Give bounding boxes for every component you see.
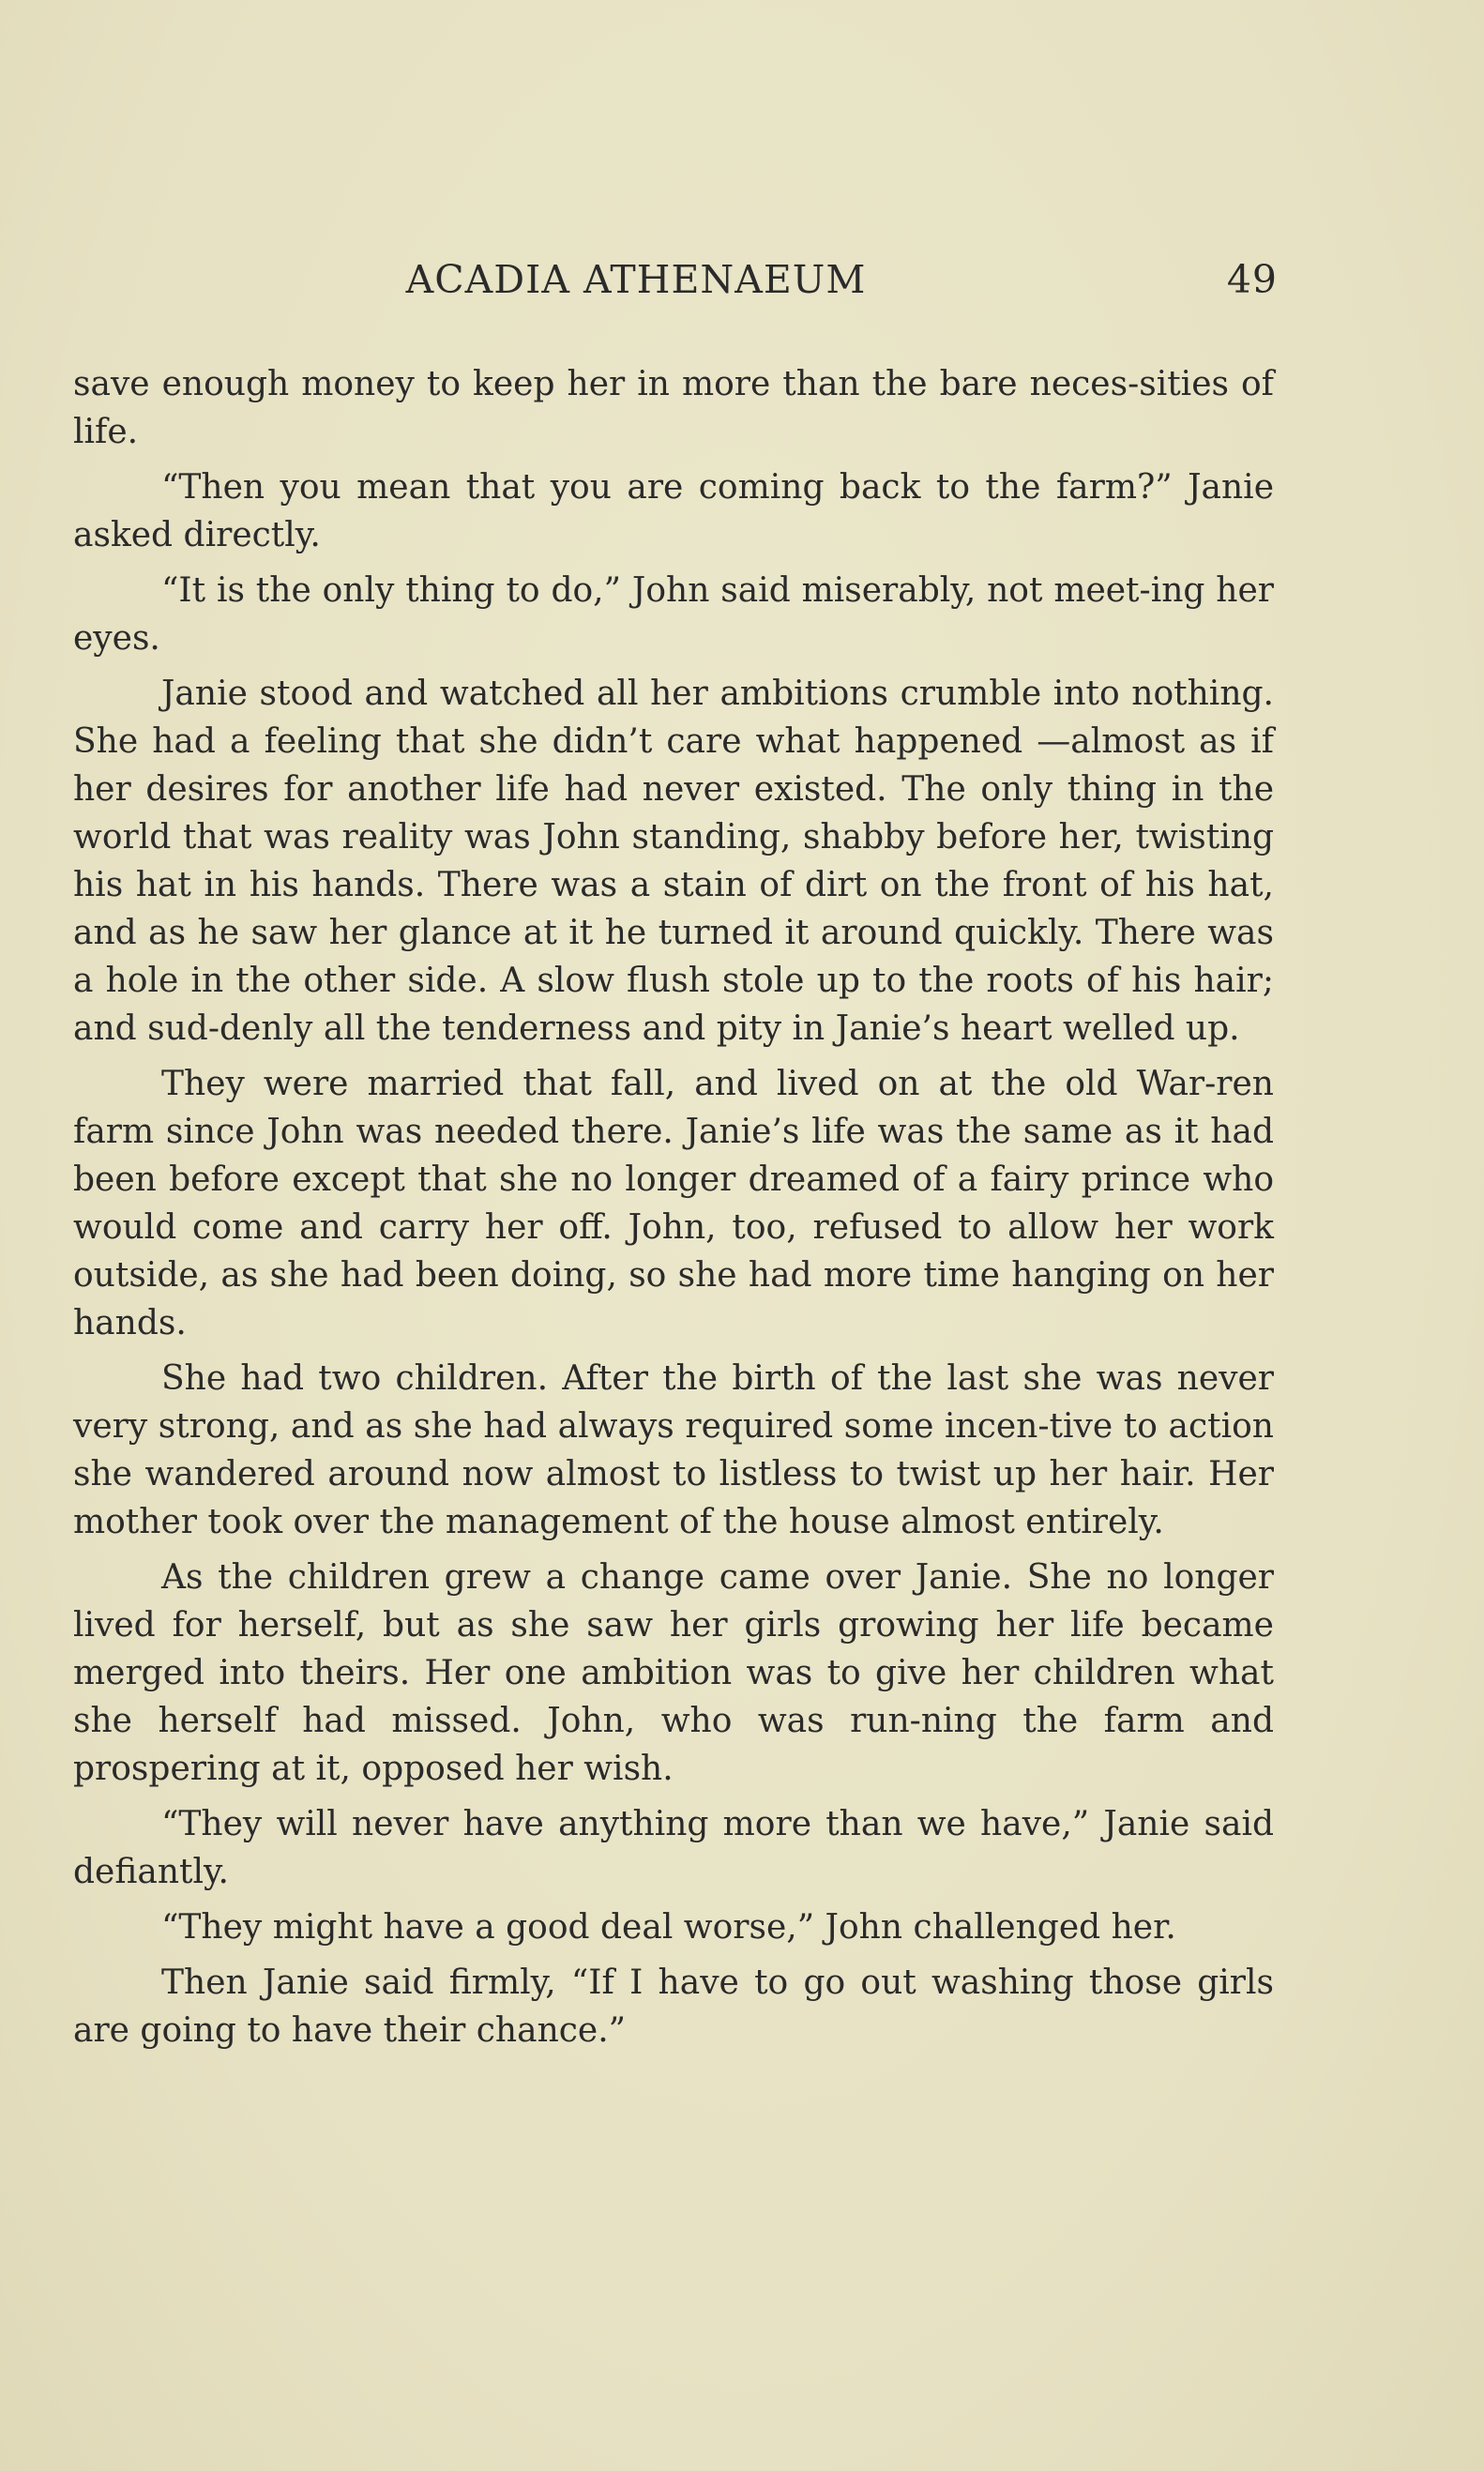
- paragraph: save enough money to keep her in more than the bare neces-sities of life.: [73, 365, 1274, 451]
- paragraph: She had two children. After the birth of the last she was never very strong, and as she had always required some incen-tive to action she wandered around now almost to listless to twist up her hair. Her mother took over the management of the house almost entirely.: [73, 1359, 1274, 1541]
- running-head: [73, 257, 1278, 310]
- paragraph: They were married that fall, and lived on at the old War-ren farm since John was needed there. Janie’s life was the same as it had been before except that she no longer dreamed of a fairy prince who would come and carry her off. John, too, refused to allow her work outside, as she had been doing, so she had more time hanging on her hands.: [73, 1065, 1274, 1342]
- paragraph: Janie stood and watched all her ambitions crumble into nothing. She had a feeling that she didn’t care what happened —almost as if her desires for another life had never existed. The only thing in the world that was reality was John standing, shabby before her, twisting his hat in his hands. There was a stain of dirt on the front of his hat, and as he saw her glance at it he turned it around quickly. There was a hole in the other side. A slow flush stole up to the roots of his hair; and sud-denly all the tenderness and pity in Janie’s heart welled up.: [73, 675, 1274, 1048]
- journal-title: ACADIA ATHENAEUM: [405, 257, 867, 302]
- paragraph: “Then you mean that you are coming back to the farm?” Janie asked directly.: [73, 468, 1274, 554]
- page-number: 49: [1226, 257, 1278, 302]
- body-text: [73, 360, 1274, 2062]
- paragraph: Then Janie said firmly, “If I have to go out washing those girls are going to have their chance.”: [73, 1963, 1274, 2050]
- paragraph: “They might have a good deal worse,” John challenged her.: [161, 1908, 1176, 1947]
- paragraph: As the children grew a change came over Janie. She no longer lived for herself, but as she saw her girls growing her life became merged into theirs. Her one ambition was to give her children what she herself had missed. John, who was run-ning the farm and prospering at it, opposed her wish.: [73, 1558, 1274, 1788]
- paragraph: “It is the only thing to do,” John said miserably, not meet-ing her eyes.: [73, 571, 1274, 658]
- paragraph: “They will never have anything more than we have,” Janie said defiantly.: [73, 1805, 1274, 1891]
